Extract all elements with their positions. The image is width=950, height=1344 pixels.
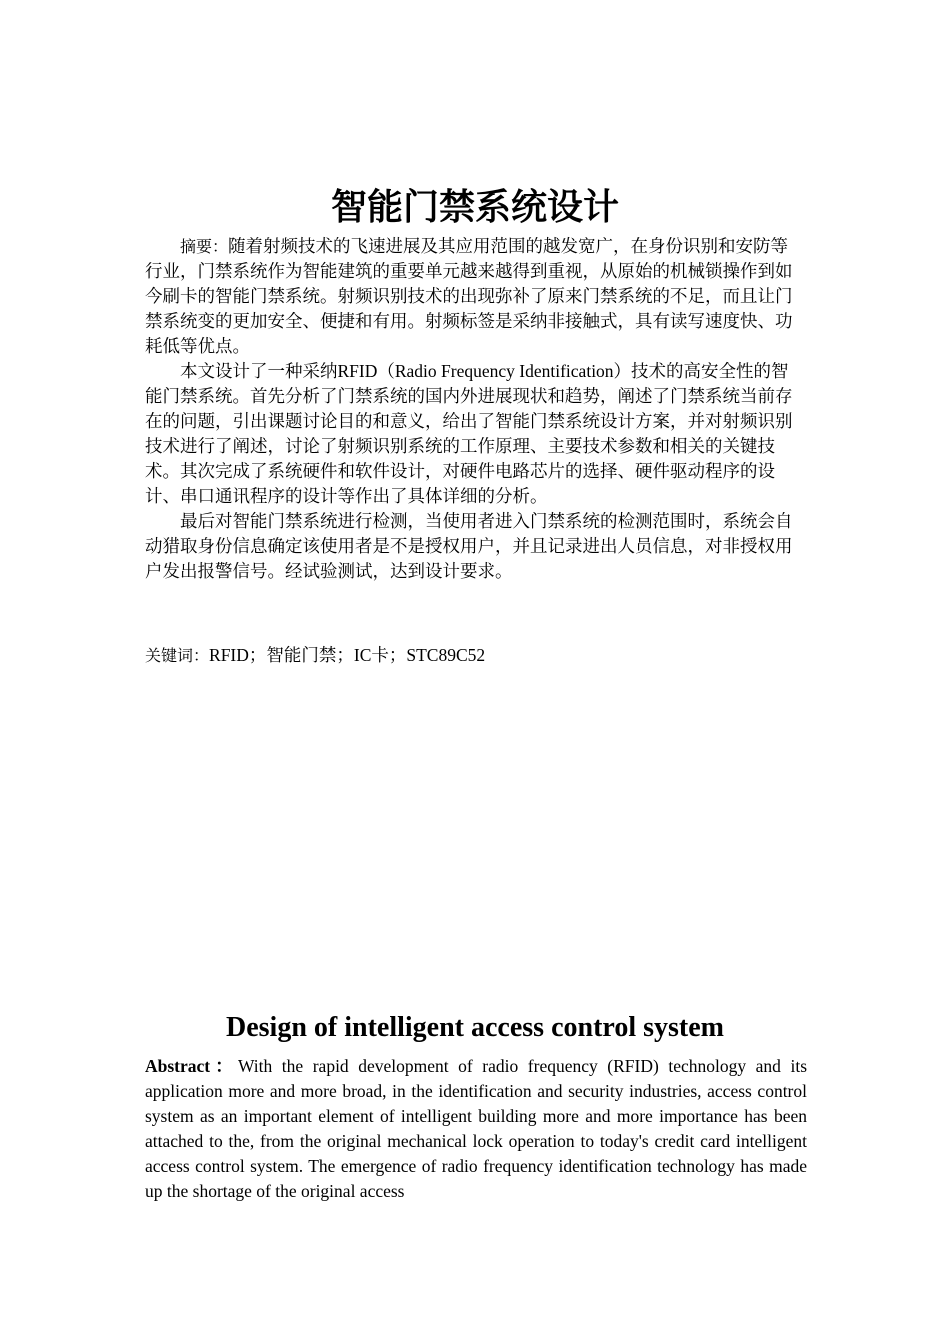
abstract-cn-paragraph-3: 最后对智能门禁系统进行检测，当使用者进入门禁系统的检测范围时，系统会自动猎取身份信息确定该使用者是不是授权用户，并且记录进出人员信息，对非授权用户发出报警信号。经试验测试，达到设计要求。 xyxy=(145,511,793,581)
chinese-abstract xyxy=(145,234,797,584)
abstract-en-text: With the rapid development of radio frequency (RFID) technology and its application more and more broad, in the identification and security industries, access control system as an important element of intelligent building more and more importance has been attached to the, from the original mechanical lock operation to today's credit card intelligent access control system. The emergence of radio frequency identification technology has made up the shortage of the original access xyxy=(145,1056,807,1201)
abstract-cn-text-1: 随着射频技术的飞速进展及其应用范围的越发宽广，在身份识别和安防等行业，门禁系统作为智能建筑的重要单元越来越得到重视，从原始的机械锁操作到如今刷卡的智能门禁系统。射频识别技术的出现弥补了原来门禁系统的不足，而且让门禁系统变的更加安全、便捷和有用。射频标签是采纳非接触式，具有读写速度快、功耗低等优点。 xyxy=(145,236,793,356)
abstract-cn-label: 摘要： xyxy=(180,237,229,256)
keywords-line xyxy=(145,643,797,668)
abstract-cn-paragraph-1 xyxy=(145,234,797,359)
english-abstract xyxy=(145,1054,807,1204)
english-title: Design of intelligent access control system xyxy=(226,1012,724,1043)
chinese-title: 智能门禁系统设计 xyxy=(330,187,619,228)
keywords-text: RFID；智能门禁；IC卡；STC89C52 xyxy=(209,645,486,665)
abstract-cn-paragraph-2: 本文设计了一种采纳RFID（Radio Frequency Identification）技术的高安全性的智能门禁系统。首先分析了门禁系统的国内外进展现状和趋势，阐述了门禁系统当前存在的问题，引出课题讨论目的和意义，给出了智能门禁系统设计方案，并对射频识别技术进行了阐述，讨论了射频识别系统的工作原理、主要技术参数和相关的关键技术。其次完成了系统硬件和软件设计，对硬件电路芯片的选择、硬件驱动程序的设计、串口通讯程序的设计等作出了具体详细的分析。 xyxy=(145,361,793,506)
abstract-en-label: Abstract： xyxy=(145,1056,238,1076)
keywords-label: 关键词： xyxy=(145,646,210,665)
